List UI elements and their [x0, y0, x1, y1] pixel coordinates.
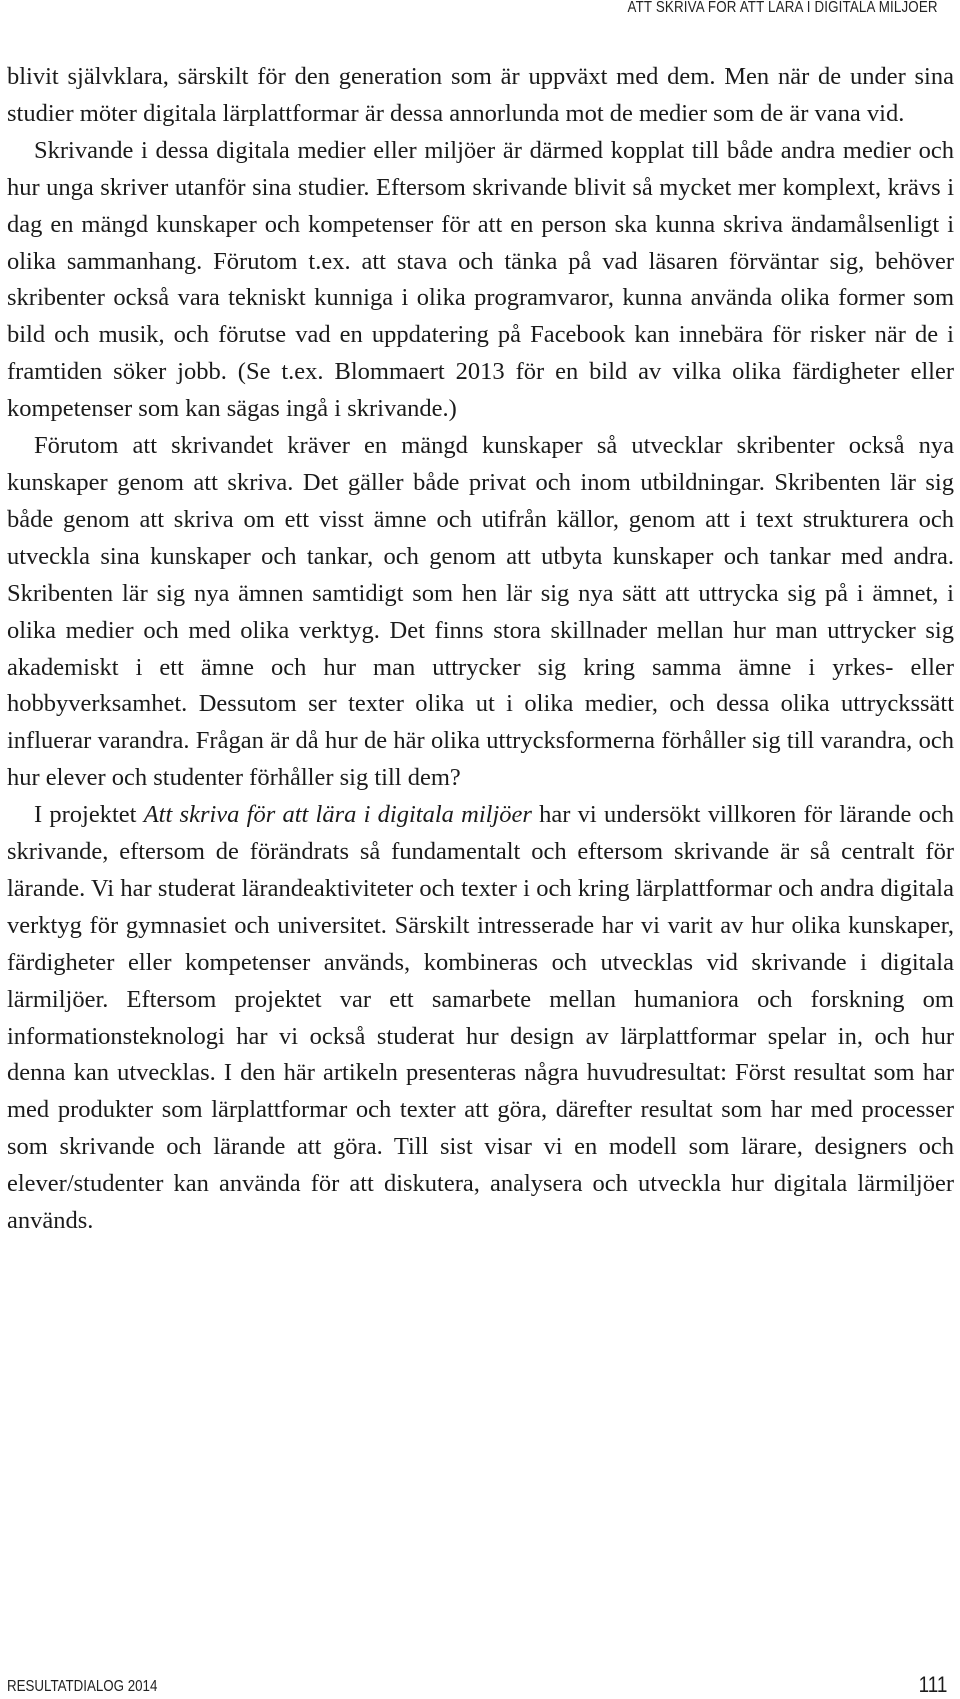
paragraph-4 [7, 797, 954, 1240]
paragraph-4-intro: I projektet [34, 801, 144, 829]
running-header: ATT SKRIVA FÖR ATT LÄRA I DIGITALA MILJÖER [627, 0, 938, 16]
article-body [7, 59, 954, 1240]
paragraph-2: Skrivande i dessa digitala medier eller miljöer är därmed kopplat till både andra medier och hur unga skriver utanför sina studier. Eftersom skrivande blivit så mycket mer komplext, krävs i dag en mängd kunskaper och kompetenser för att en person ska kunna skriva ändamålsenligt i olika sammanhang. Förutom t.ex. att stava och tänka på vad läsaren förväntar sig, behöver skribenter också vara tekniskt kunniga i olika programvaror, kunna använda olika former som bild och musik, och förutse vad en uppdatering på Facebook kan innebära för risker när de i framtiden söker jobb. (Se t.ex. Blommaert 2013 för en bild av vilka olika färdigheter eller kompetenser som kan sägas ingå i skrivande.) [7, 136, 954, 423]
page-number: 111 [918, 1672, 947, 1697]
footer-publication: RESULTATDIALOG 2014 [7, 1678, 158, 1695]
project-title: Att skriva för att lära i digitala miljöer [143, 801, 532, 829]
paragraph-4-rest: har vi undersökt villkoren för lärande och skrivande, eftersom de förändrats så fundamentalt och eftersom skrivande är så centralt för lärande. Vi har studerat lärandeaktiviteter och texter i och kring lärplattformar och andra digitala verktyg för gymnasiet och universitet. Särskilt intresserade har vi varit av hur olika kunskaper, färdigheter eller kompetenser används, kombineras och utvecklas vid skrivande i digitala lärmiljöer. Eftersom projektet var ett samarbete mellan humaniora och forskning om informationsteknologi har vi också studerat hur design av lärplattformar spelar in, och hur denna kan utvecklas. I den här artikeln presenteras några huvudresultat: Först resultat som har med produkter som lärplattformar och texter att göra, därefter resultat som har med processer som skrivande och lärande att göra. Till sist visar vi en modell som lärare, designers och elever/studenter kan använda för att diskutera, analysera och utveckla hur digitala lärmiljöer används. [7, 801, 955, 1235]
paragraph-3: Förutom att skrivandet kräver en mängd kunskaper så utvecklar skribenter också nya kunskaper genom att skriva. Det gäller både privat och inom utbildningar. Skribenten lär sig både genom att skriva om ett visst ämne och utifrån källor, genom att i text strukturera och utveckla sina kunskaper och tankar, och genom att utbyta kunskaper och tankar med andra. Skribenten lär sig nya ämnen samtidigt som hen lär sig nya sätt att uttrycka sig på i ämnet, i olika medier och med olika verktyg. Det finns stora skillnader mellan hur man uttrycker sig akademiskt i ett ämne och hur man uttrycker sig kring samma ämne i yrkes- eller hobbyverksamhet. Dessutom ser texter olika ut i olika medier, och dessa olika uttryckssätt influerar varandra. Frågan är då hur de här olika uttrycksformerna förhåller sig till varandra, och hur elever och studenter förhåller sig till dem? [7, 432, 954, 792]
paragraph-1: blivit självklara, särskilt för den generation som är uppväxt med dem. Men när de under sina studier möter digitala lärplattformar är dessa annorlunda mot de medier som de är vana vid. [7, 63, 954, 127]
